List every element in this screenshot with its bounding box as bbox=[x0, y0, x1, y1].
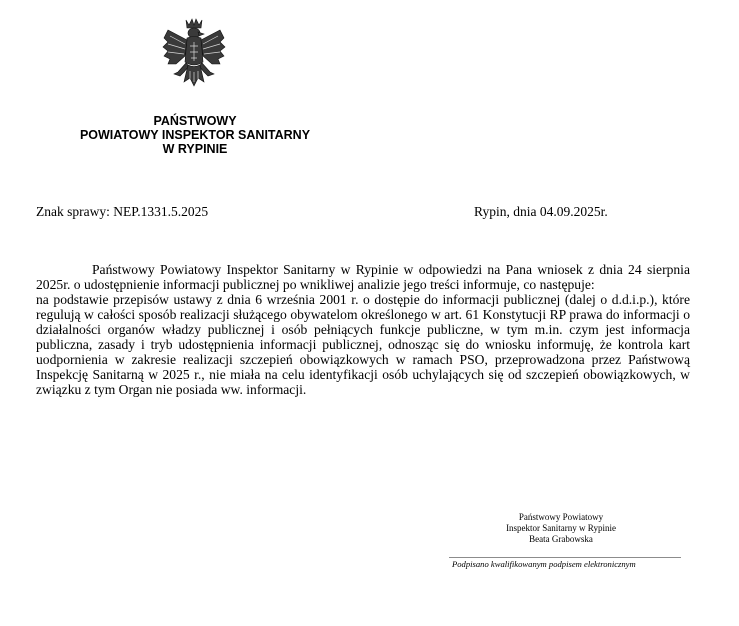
signature-line-1: Państwowy Powiatowy bbox=[518, 512, 604, 522]
institution-header bbox=[42, 114, 348, 156]
case-number: Znak sprawy: NEP.1331.5.2025 bbox=[36, 204, 209, 219]
body-paragraph-1: Państwowy Powiatowy Inspektor Sanitarny w Rypinie w odpowiedzi na Pana wniosek z dnia 24 sierpnia 2025r. o udostępnienie informacji publicznej po wnikliwej analizie jego treści informuje, co następuje: bbox=[36, 262, 690, 292]
signature-divider bbox=[449, 557, 681, 558]
signature-name: Beata Grabowska bbox=[529, 534, 593, 544]
letter-body bbox=[36, 262, 690, 397]
header-line-3: W RYPINIE bbox=[162, 142, 228, 156]
eagle-emblem-icon bbox=[160, 16, 228, 94]
place-and-date: Rypin, dnia 04.09.2025r. bbox=[474, 204, 608, 219]
header-line-2: POWIATOWY INSPEKTOR SANITARNY bbox=[79, 128, 311, 142]
signature-block bbox=[470, 512, 652, 545]
e-signature-note: Podpisano kwalifikowanym podpisem elektronicznym bbox=[452, 559, 636, 569]
body-paragraph-2: na podstawie przepisów ustawy z dnia 6 września 2001 r. o dostępie do informacji publicznej (dalej o d.d.i.p.), które regulują w całości sposób realizacji służącego obywatelom określonego w art. 61 Konstytucji RP prawa do informacji o działalności organów władzy publicznej i osób pełniących funkcje publiczne, w tym m.in. czym jest informacja publiczna, zasady i tryb udostępnienia informacji publicznej, odnosząc się do wniosku informuję, że kontrola kart uodpornienia w zakresie realizacji szczepień obowiązkowych w ramach PSO, przeprowadzona przez Państwową Inspekcję Sanitarną w 2025 r., nie miała na celu identyfikacji osób uchylających się od szczepień obowiązkowych, w związku z tym Organ nie posiada ww. informacji. bbox=[36, 292, 690, 397]
signature-line-2: Inspektor Sanitarny w Rypinie bbox=[506, 523, 616, 533]
header-line-1: PAŃSTWOWY bbox=[153, 114, 237, 128]
